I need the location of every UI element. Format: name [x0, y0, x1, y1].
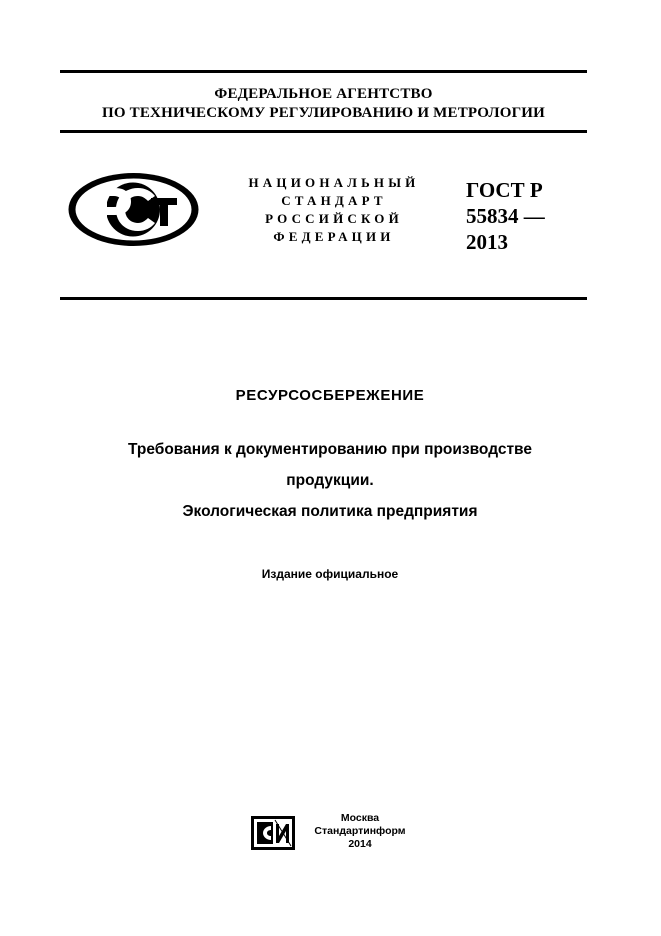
- standard-code-line: 2013: [466, 230, 508, 254]
- standard-code-line: 55834 —: [466, 204, 545, 228]
- publisher-block: [305, 812, 415, 851]
- agency-line-2: ПО ТЕХНИЧЕСКОМУ РЕГУЛИРОВАНИЮ И МЕТРОЛОГИИ: [101, 105, 546, 121]
- national-standard-line: РОССИЙСКОЙ: [265, 211, 403, 226]
- header-bottom-rule: [60, 130, 587, 133]
- standartinform-logo-icon: [251, 816, 295, 850]
- national-standard-line: НАЦИОНАЛЬНЫЙ: [248, 175, 420, 190]
- document-title: РЕСУРСОСБЕРЕЖЕНИЕ: [235, 387, 425, 404]
- rst-certification-mark-icon: [67, 172, 200, 247]
- standard-code-line: ГОСТ Р: [466, 178, 543, 202]
- agency-line-1: ФЕДЕРАЛЬНОЕ АГЕНТСТВО: [214, 86, 433, 102]
- subtitle-line: продукции.: [286, 472, 374, 489]
- document-subtitle: [60, 434, 600, 527]
- publisher-city: Москва: [340, 812, 380, 824]
- top-rule: [60, 70, 587, 73]
- standard-code: [466, 177, 545, 255]
- publisher-year: 2014: [348, 838, 372, 850]
- publisher-name: Стандартинформ: [314, 825, 406, 837]
- national-standard-line: ФЕДЕРАЦИИ: [273, 229, 395, 244]
- edition-label: Издание официальное: [261, 567, 399, 581]
- national-standard-label: [236, 174, 432, 246]
- standard-bottom-rule: [60, 297, 587, 300]
- subtitle-line: Экологическая политика предприятия: [182, 503, 478, 520]
- subtitle-line: Требования к документированию при производстве: [128, 441, 532, 458]
- national-standard-line: СТАНДАРТ: [281, 193, 387, 208]
